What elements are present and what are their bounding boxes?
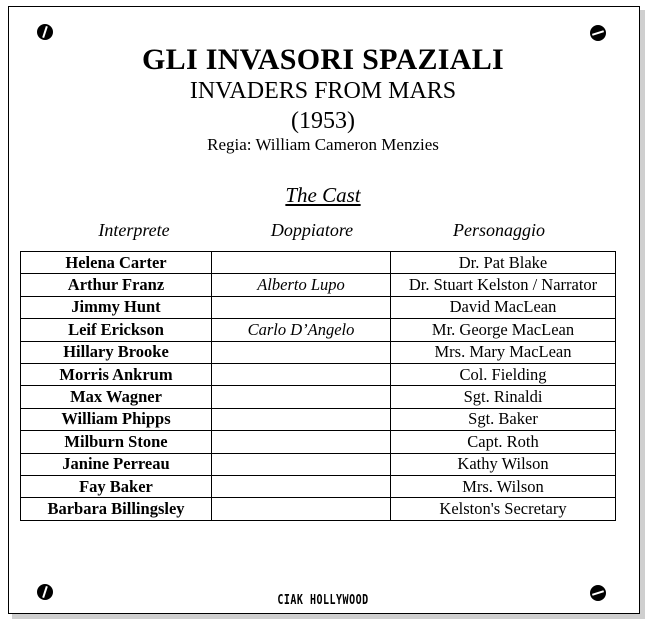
- character-cell: Dr. Stuart Kelston / Narrator: [391, 274, 616, 296]
- dubber-cell: Carlo D’Angelo: [212, 319, 391, 341]
- table-row: [21, 453, 616, 475]
- ciak-hollywood-logo: CIAK HOLLYWOOD: [277, 593, 369, 608]
- character-cell: Capt. Roth: [391, 431, 616, 453]
- release-year: (1953): [291, 108, 355, 134]
- character-cell: Mr. George MacLean: [391, 319, 616, 341]
- cast-table: [20, 251, 616, 521]
- actor-cell: Leif Erickson: [21, 319, 212, 341]
- table-row: [21, 475, 616, 497]
- dubber-cell: Alberto Lupo: [212, 274, 391, 296]
- dubber-cell: [212, 475, 391, 497]
- table-row: [21, 252, 616, 274]
- dubber-cell: [212, 498, 391, 520]
- actor-cell: Milburn Stone: [21, 431, 212, 453]
- actor-cell: Janine Perreau: [21, 453, 212, 475]
- character-cell: Mrs. Mary MacLean: [391, 341, 616, 363]
- character-cell: Dr. Pat Blake: [391, 252, 616, 274]
- original-title: INVADERS FROM MARS: [189, 78, 457, 104]
- table-row: [21, 274, 616, 296]
- table-row: [21, 319, 616, 341]
- table-row: [21, 498, 616, 520]
- dubber-cell: [212, 453, 391, 475]
- plaque-shadow-bottom: [12, 614, 645, 619]
- screw-icon: [37, 24, 53, 40]
- table-row: [21, 296, 616, 318]
- character-cell: Kathy Wilson: [391, 453, 616, 475]
- table-row: [21, 431, 616, 453]
- actor-cell: Arthur Franz: [21, 274, 212, 296]
- dubber-cell: [212, 296, 391, 318]
- dubber-cell: [212, 386, 391, 408]
- actor-cell: Helena Carter: [21, 252, 212, 274]
- director-credit: Regia: William Cameron Menzies: [207, 135, 439, 154]
- character-cell: Mrs. Wilson: [391, 475, 616, 497]
- dubber-cell: [212, 341, 391, 363]
- actor-cell: Jimmy Hunt: [21, 296, 212, 318]
- cast-heading: The Cast: [285, 183, 361, 207]
- dubber-cell: [212, 431, 391, 453]
- actor-cell: Morris Ankrum: [21, 363, 212, 385]
- table-row: [21, 386, 616, 408]
- column-header-personaggio: Personaggio: [453, 220, 545, 240]
- table-row: [21, 363, 616, 385]
- actor-cell: Barbara Billingsley: [21, 498, 212, 520]
- table-row: [21, 408, 616, 430]
- actor-cell: William Phipps: [21, 408, 212, 430]
- character-cell: Col. Fielding: [391, 363, 616, 385]
- character-cell: Sgt. Rinaldi: [391, 386, 616, 408]
- actor-cell: Fay Baker: [21, 475, 212, 497]
- actor-cell: Hillary Brooke: [21, 341, 212, 363]
- dubber-cell: [212, 252, 391, 274]
- actor-cell: Max Wagner: [21, 386, 212, 408]
- dubber-cell: [212, 363, 391, 385]
- column-header-interprete: Interprete: [98, 220, 170, 240]
- screw-icon: [590, 25, 606, 41]
- character-cell: Kelston's Secretary: [391, 498, 616, 520]
- page-title: GLI INVASORI SPAZIALI: [142, 43, 504, 76]
- character-cell: David MacLean: [391, 296, 616, 318]
- dubber-cell: [212, 408, 391, 430]
- character-cell: Sgt. Baker: [391, 408, 616, 430]
- column-header-doppiatore: Doppiatore: [270, 220, 354, 240]
- table-row: [21, 341, 616, 363]
